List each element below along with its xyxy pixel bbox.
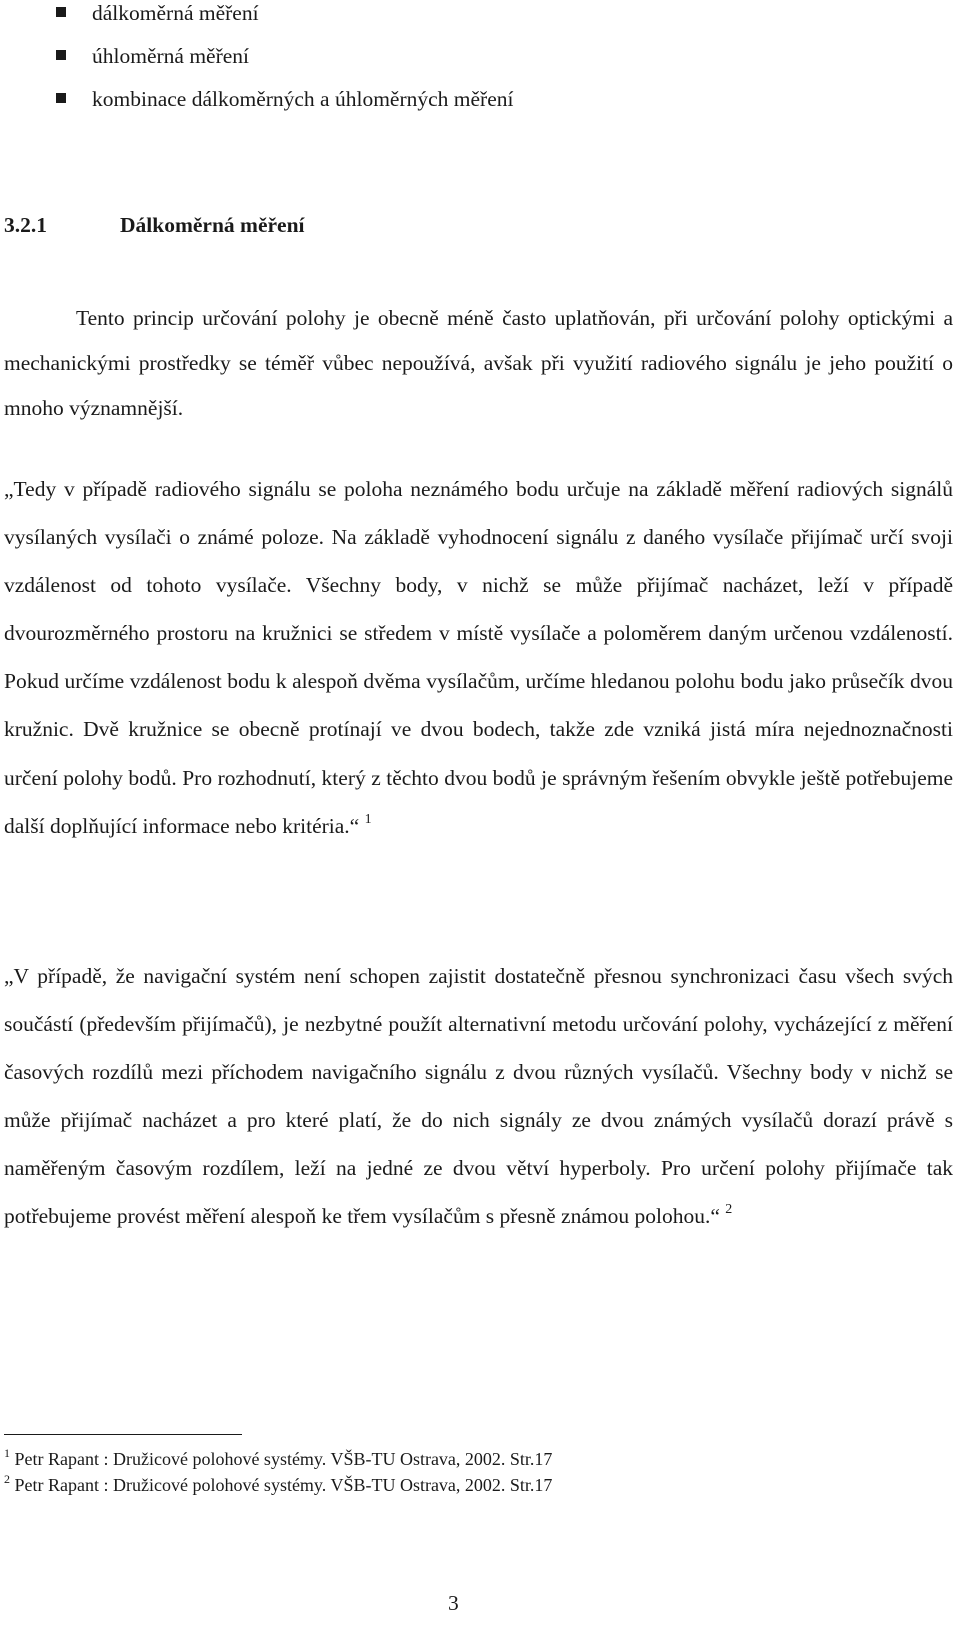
section-title: Dálkoměrná měření [120, 213, 305, 237]
footnote-text: Petr Rapant : Družicové polohové systémy. VŠB-TU Ostrava, 2002. Str.17 [14, 1449, 553, 1469]
intro-paragraph: Tento princip určování polohy je obecně méně často uplatňován, při určování polohy optickými a mechanickými prostředky se téměř vůbec nepoužívá, avšak při využití radiového signálu je jeho použití o mnoho významnější. [4, 306, 953, 420]
quote-text: „V případě, že navigační systém není schopen zajistit dostatečně přesnou synchronizaci času všech svých součástí (především přijímačů), je nezbytné použít alternativní metodu určování polohy, vycházející z měření časových rozdílů mezi příchodem navigačního signálu z dvou různých vysílačů. Všechny body v nichž se může přijímač nacházet a pro které platí, že do nich signály ze dvou známých vysílačů dorazí právě s naměřeným časovým rozdílem, leží na jedné ze dvou větví hyperboly. Pro určení polohy přijímače tak potřebujeme provést měření alespoň ke třem vysílačům s přesně známou polohou.“ [4, 964, 953, 1229]
quote-text: „Tedy v případě radiového signálu se poloha neznámého bodu určuje na základě měření radiových signálů vysílaných vysílači o známé poloze. Na základě vyhodnocení signálu z daného vysílače přijímač určí svoji vzdálenost od tohoto vysílače. Všechny body, v nichž se může přijímač nacházet, leží v případě dvourozměrného prostoru na kružnici se středem v místě vysílače a poloměrem daným určenou vzdáleností. Pokud určíme vzdálenost bodu k alespoň dvěma vysílačům, určíme hledanou polohu bodu jako průsečík dvou kružnic. Dvě kružnice se obecně protínají ve dvou bodech, takže zde vzniká jistá míra nejednoznačnosti určení polohy bodů. Pro rozhodnutí, který z těchto dvou bodů je správným řešením obvykle ještě potřebujeme další doplňující informace nebo kritéria.“ [4, 477, 953, 838]
footnote-mark: 2 [4, 1472, 10, 1486]
section-heading [4, 212, 305, 238]
list-item-text: kombinace dálkoměrných a úhloměrných měření [92, 87, 514, 111]
footnote-reference: 2 [725, 1202, 733, 1218]
footnote-reference: 1 [364, 811, 372, 827]
list-item [50, 43, 514, 86]
square-bullet-icon [56, 93, 66, 103]
footnote-mark: 1 [4, 1446, 10, 1460]
footnote-text: Petr Rapant : Družicové polohové systémy. VŠB-TU Ostrava, 2002. Str.17 [14, 1475, 553, 1495]
section-number: 3.2.1 [4, 213, 47, 237]
list-item-text: úhloměrná měření [92, 44, 250, 68]
footnote-separator [4, 1434, 242, 1435]
square-bullet-icon [56, 50, 66, 60]
square-bullet-icon [56, 7, 66, 17]
page-number: 3 [448, 1591, 459, 1615]
list-item [50, 0, 514, 43]
quote-paragraph-2 [4, 952, 953, 1241]
method-list [50, 0, 514, 129]
footnote [4, 1474, 552, 1496]
quote-paragraph-1 [4, 465, 953, 850]
footnote [4, 1448, 552, 1470]
list-item [50, 86, 514, 129]
list-item-text: dálkoměrná měření [92, 1, 259, 25]
